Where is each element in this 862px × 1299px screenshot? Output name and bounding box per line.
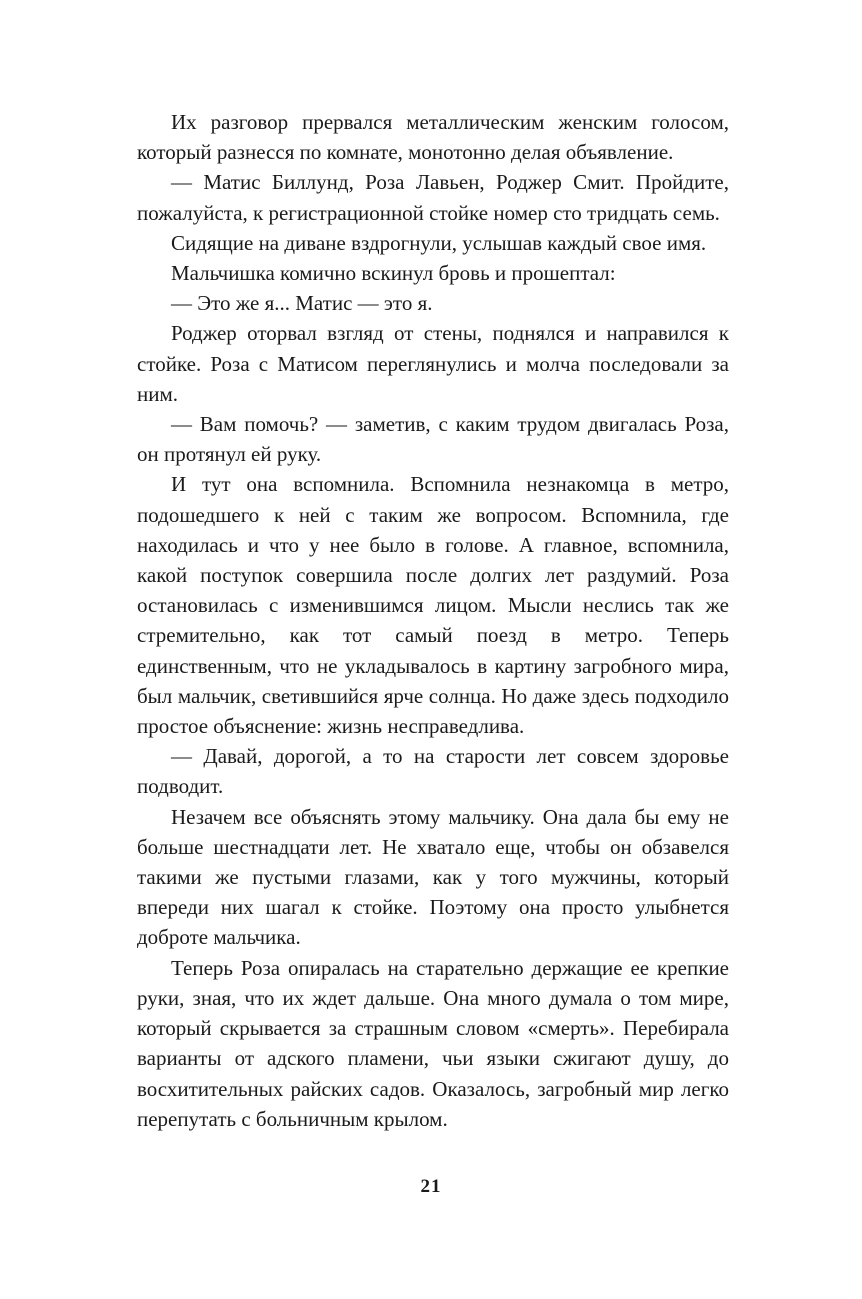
body-text bbox=[137, 107, 729, 1134]
paragraph-1: Их разговор прервался металлическим женским голосом, который разнесся по комнате, монотонно делая объявление. bbox=[137, 110, 729, 165]
paragraph-8: И тут она вспомнила. Вспомнила незнакомца в метро, подошедшего к ней с таким же вопросом. Вспомнила, где находилась и что у нее было в голове. А главное, вспомнила, какой поступок совершила после долгих лет раздумий. Роза остановилась с изменившимся лицом. Мысли неслись так же стремительно, как тот самый поезд в метро. Теперь единственным, что не укладывалось в картину загробного мира, был мальчик, светившийся ярче солнца. Но даже здесь подходило простое объяснение: жизнь несправедлива. bbox=[137, 472, 729, 739]
paragraph-4: Мальчишка комично вскинул бровь и прошептал: bbox=[171, 261, 616, 286]
paragraph-9: — Давай, дорогой, а то на старости лет совсем здоровье подводит. bbox=[137, 744, 729, 799]
paragraph-10: Незачем все объяснять этому мальчику. Она дала бы ему не больше шестнадцати лет. Не хватало еще, чтобы он обзавелся такими же пустыми глазами, как у того мужчины, который впереди них шагал к стойке. Поэтому она просто улыбнется доброте мальчика. bbox=[137, 804, 729, 950]
paragraph-7: — Вам помочь? — заметив, с каким трудом двигалась Роза, он протянул ей руку. bbox=[137, 412, 729, 467]
paragraph-3: Сидящие на диване вздрогнули, услышав каждый свое имя. bbox=[171, 230, 707, 255]
paragraph-6: Роджер оторвал взгляд от стены, поднялся и направился к стойке. Роза с Матисом переглянулись и молча последовали за ним. bbox=[137, 321, 729, 406]
page-number: 21 bbox=[420, 1176, 442, 1197]
paragraph-11: Теперь Роза опиралась на старательно держащие ее крепкие руки, зная, что их ждет дальше. Она много думала о том мире, который скрывается за страшным словом «смерть». Перебирала варианты от адского пламени, чьи языки сжигают душу, до восхитительных райских садов. Оказалось, загробный мир легко перепутать с больничным крылом. bbox=[137, 955, 729, 1131]
paragraph-5: — Это же я... Матис — это я. bbox=[171, 291, 433, 316]
paragraph-2: — Матис Биллунд, Роза Лавьен, Роджер Смит. Пройдите, пожалуйста, к регистрационной стойке номер сто тридцать семь. bbox=[137, 170, 729, 225]
